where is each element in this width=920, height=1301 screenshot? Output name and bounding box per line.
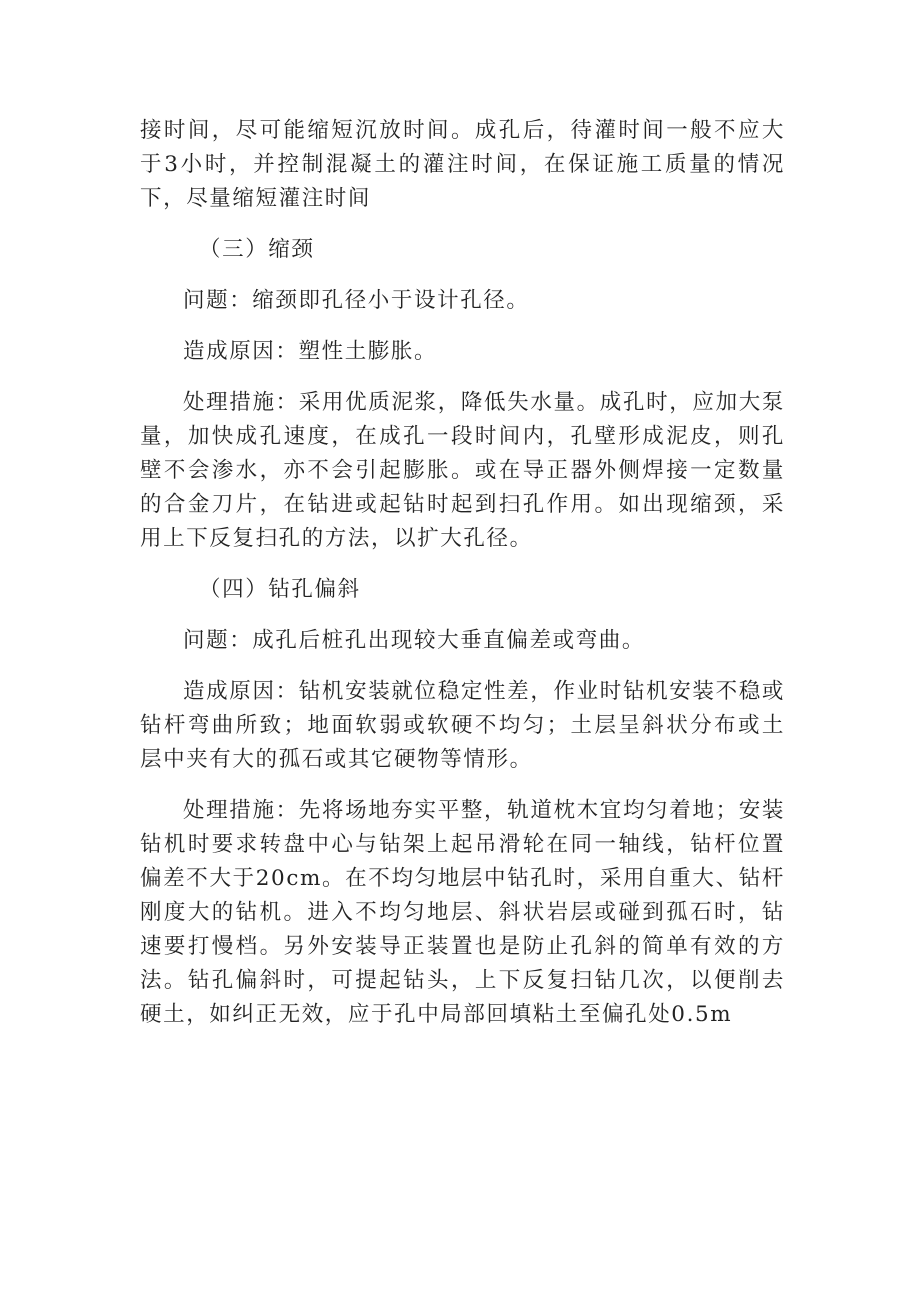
- section-heading-hole-deviation: （四）钻孔偏斜: [199, 577, 361, 602]
- deviation-measures: 处理措施：先将场地夯实平整，轨道枕木宜均匀着地；安装钻机时要求转盘中心与钻架上起吊滑轮在同一轴线，钻杆位置偏差不大于20cm。在不均匀地层中钻孔时，采用自重大、钻杆刚度大的钻机。进入不均匀地层、斜状岩层或碰到孤石时，钻速要打慢档。另外安装导正装置也是防止孔斜的简单有效的方法。钻孔偏斜时，可提起钻头，上下反复扫钻几次，以便削去硬土，如纠正无效，应于孔中局部回填粘土至偏孔处0.5m: [140, 798, 785, 1027]
- necking-problem: 问题：缩颈即孔径小于设计孔径。: [183, 288, 530, 313]
- document-body: [140, 114, 785, 1049]
- necking-cause: 造成原因：塑性土膨胀。: [183, 339, 438, 364]
- necking-measures: 处理措施：采用优质泥浆，降低失水量。成孔时，应加大泵量，加快成孔速度，在成孔一段时间内，孔壁形成泥皮，则孔壁不会渗水，亦不会引起膨胀。或在导正器外侧焊接一定数量的合金刀片，在钻进或起钻时起到扫孔作用。如出现缩颈，采用上下反复扫孔的方法，以扩大孔径。: [140, 390, 785, 551]
- continuation-paragraph: 接时间，尽可能缩短沉放时间。成孔后，待灌时间一般不应大于3小时，并控制混凝土的灌注时间，在保证施工质量的情况下，尽量缩短灌注时间: [140, 118, 785, 211]
- deviation-problem: 问题：成孔后桩孔出现较大垂直偏差或弯曲。: [183, 628, 646, 653]
- section-heading-necking: （三）缩颈: [199, 237, 315, 262]
- deviation-cause: 造成原因：钻机安装就位稳定性差，作业时钻机安装不稳或钻杆弯曲所致；地面软弱或软硬不均匀；土层呈斜状分布或土层中夹有大的孤石或其它硬物等情形。: [140, 679, 785, 772]
